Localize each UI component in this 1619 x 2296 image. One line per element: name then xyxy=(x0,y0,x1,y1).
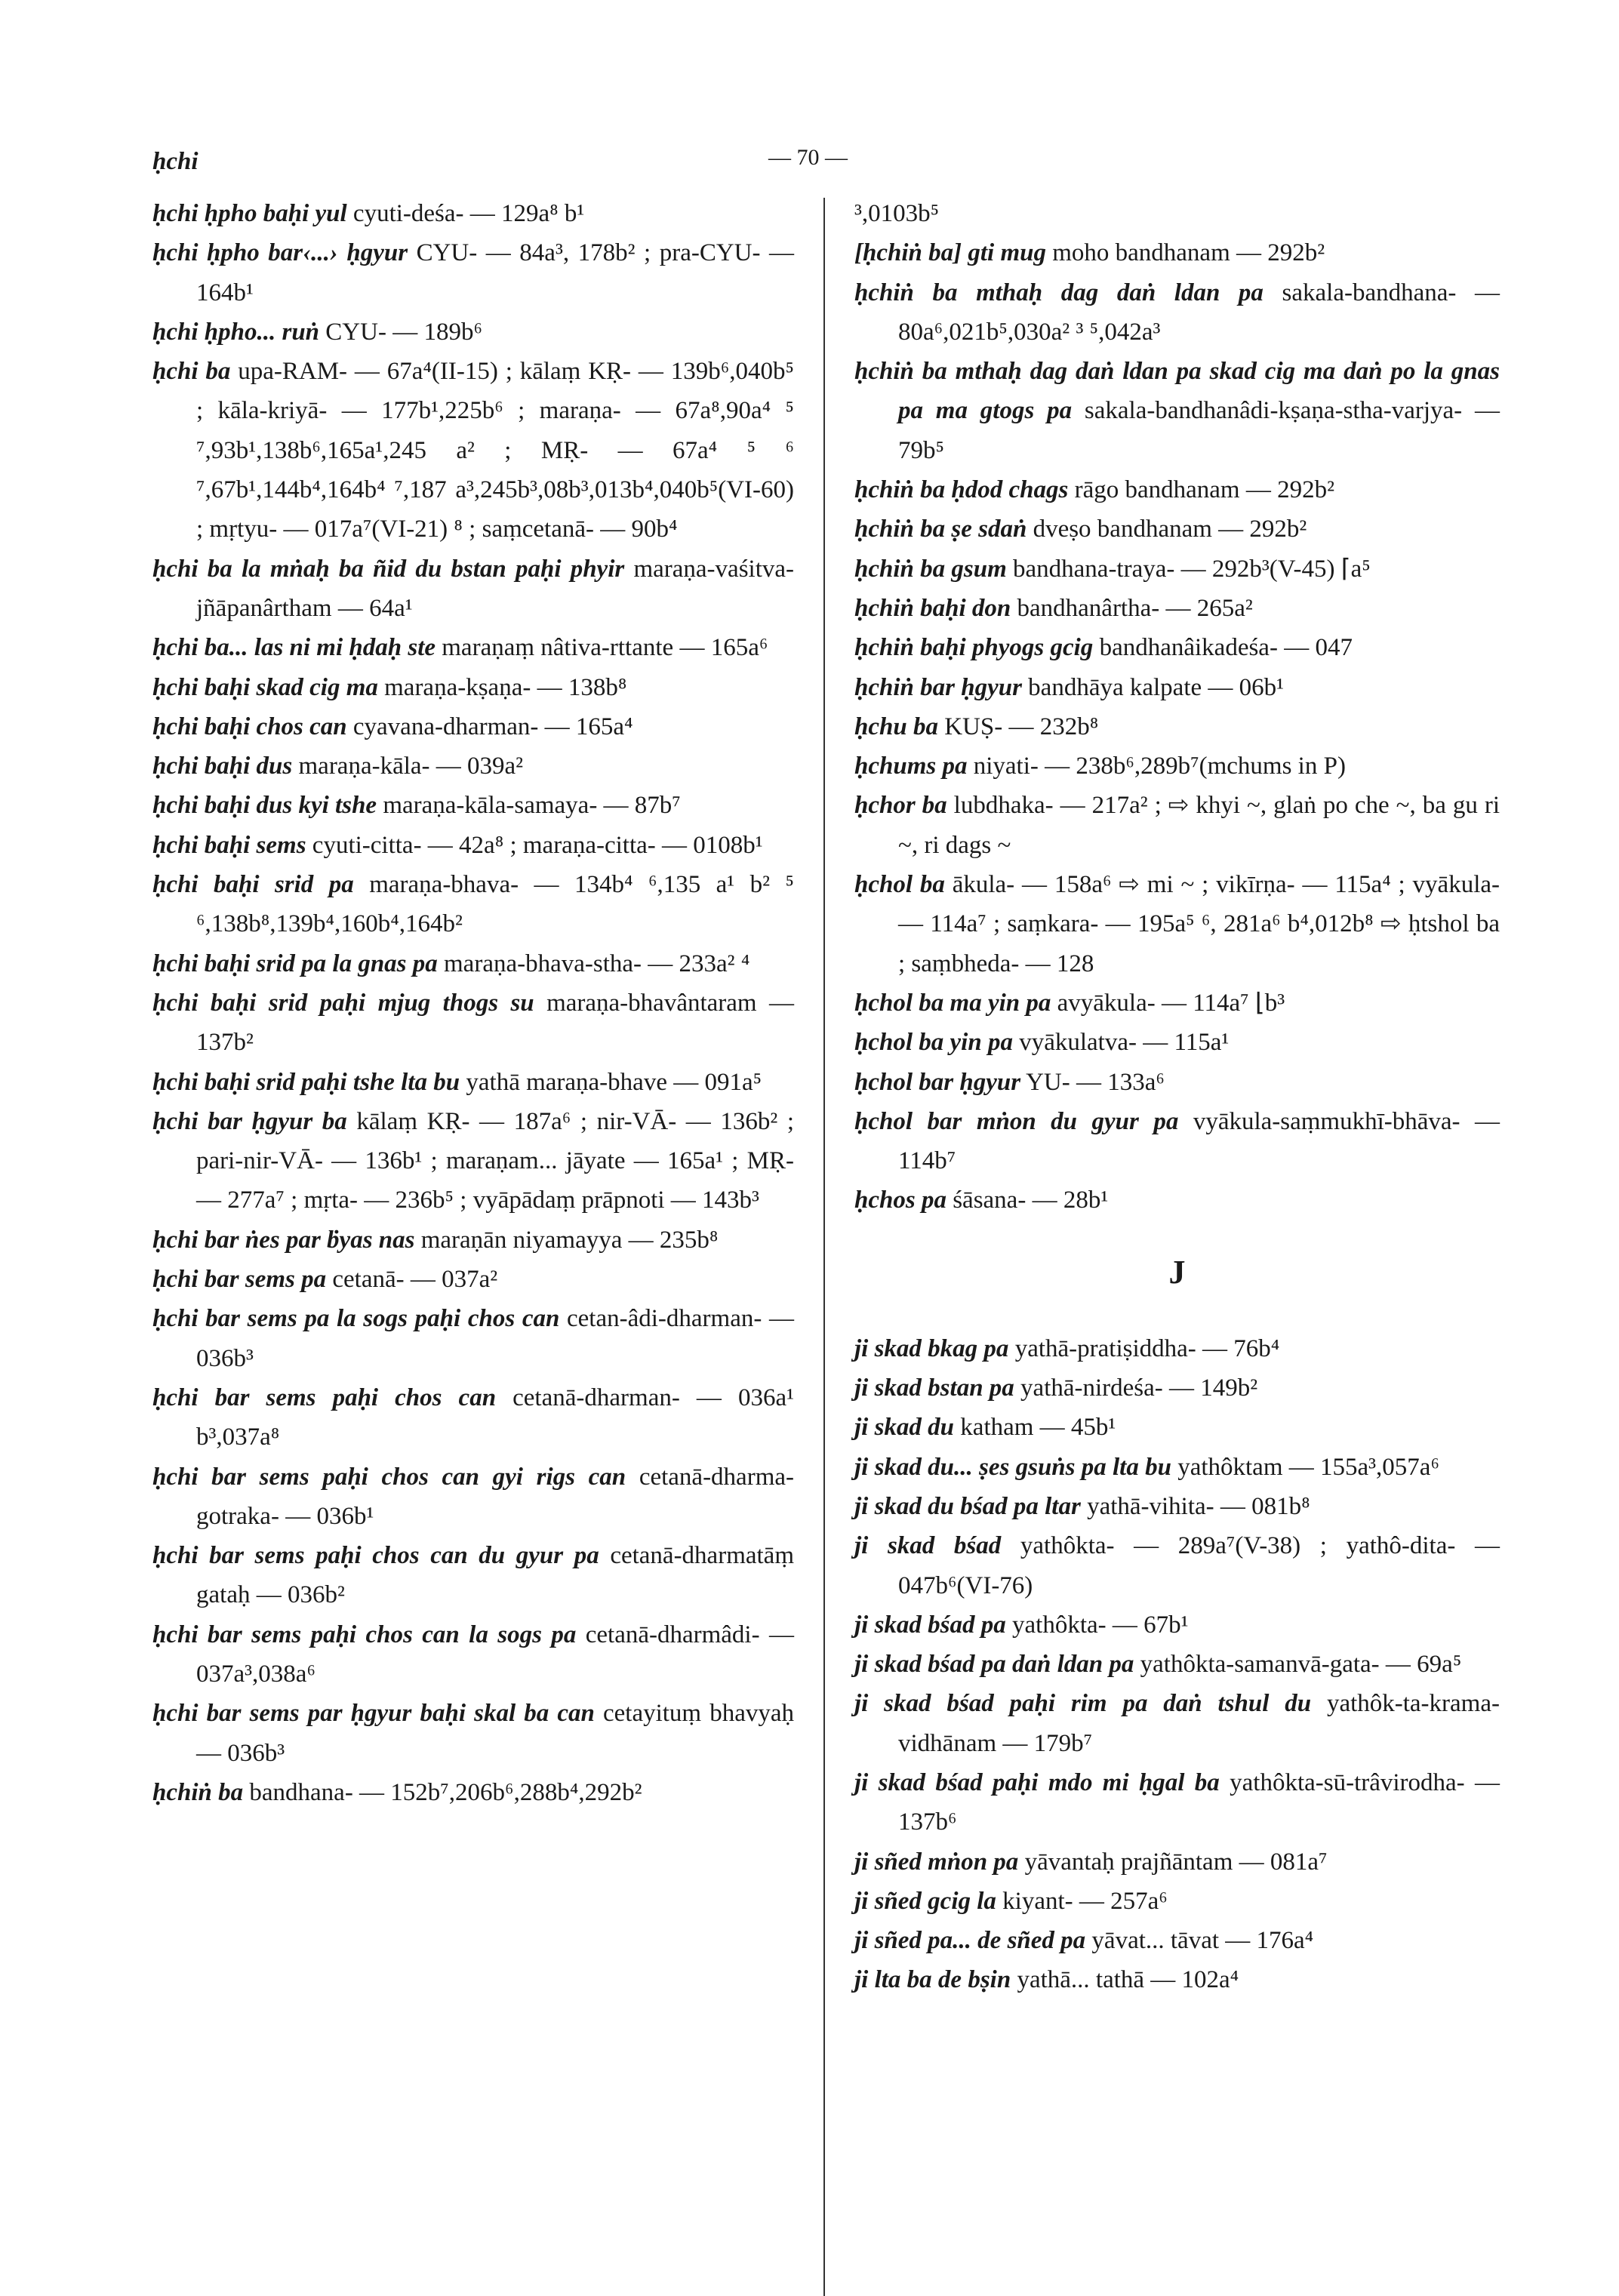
entry-headword: ḥchu ba xyxy=(854,712,938,740)
dictionary-entry xyxy=(152,549,794,629)
entry-headword: ji skad du bśad pa ltar xyxy=(854,1492,1081,1520)
entry-headword: ḥchiṅ ba xyxy=(152,1778,244,1806)
entry-headword: ḥchol ba ma yin pa xyxy=(854,989,1051,1017)
entry-definition: lubdhaka- — 217a² ; ⇨ khyi ~, glaṅ po che ~, ba gu ri ~, ri dags ~ xyxy=(898,792,1500,859)
dictionary-entry xyxy=(152,707,794,746)
entry-definition: bandhāya kalpate — 06b¹ xyxy=(1028,673,1285,701)
dictionary-entry xyxy=(854,1408,1500,1447)
entry-headword: ḥchi bar sems paḥi chos can la sogs pa xyxy=(152,1620,577,1648)
dictionary-entry xyxy=(854,1329,1500,1368)
entry-definition: maraṇa-bhavântaram — 137b² xyxy=(196,989,794,1057)
entry-definition: yathôkta-samanvā-gata- — 69a⁵ xyxy=(1140,1651,1462,1679)
dictionary-entry xyxy=(854,1645,1500,1684)
dictionary-entry xyxy=(854,1102,1500,1181)
dictionary-entry xyxy=(854,1960,1500,1999)
entry-definition: upa-RAM- — 67a⁴(II-15) ; kālaṃ KṚ- — 139b⁶,040b⁵ ; kāla-kriyā- — 177b¹,225b⁶ ; maraṇa- — 67a⁸,90a⁴ ⁵ ⁷,93b¹,138b⁶,165a¹,245 a² ; MṚ- — 67a⁴ ⁵ ⁶ ⁷,67b¹,144b⁴,164b⁴ ⁷,187 a³,245b³,08b³,013b⁴,040b⁵(VI-60) ; mṛtyu- — 017a⁷(VI-21) ⁸ ; saṃcetanā- — 90b⁴ xyxy=(196,358,794,543)
entry-headword: ḥchi baḥi srid paḥi tshe lta bu xyxy=(152,1068,460,1096)
dictionary-entry xyxy=(854,509,1500,549)
running-head: ḥchi xyxy=(152,148,199,175)
entry-headword: ḥchor ba xyxy=(854,792,947,820)
entry-definition: CYU- — 84a³, 178b² ; pra-CYU- — 164b¹ xyxy=(196,239,795,306)
entry-definition: yathā-vihita- — 081b⁸ xyxy=(1087,1492,1310,1520)
entry-headword: ḥchi baḥi srid paḥi mjug thogs su xyxy=(152,989,534,1017)
entry-headword: ḥchi bar ṅes par ḃyas nas xyxy=(152,1226,415,1254)
dictionary-entry xyxy=(152,668,794,707)
entry-headword: ḥchi bar ḥgyur ba xyxy=(152,1107,347,1135)
entry-definition: yathôkta- — 289a⁷(V-38) ; yathô-dita- — 047b⁶(VI-76) xyxy=(898,1532,1500,1599)
right-column xyxy=(854,194,1500,2000)
entry-headword: ḥchiṅ baḥi phyogs gcig xyxy=(854,634,1094,662)
entry-definition: yathôktam — 155a³,057a⁶ xyxy=(1177,1453,1439,1481)
entry-definition: cetanā- — 037a² xyxy=(332,1266,498,1294)
entry-definition: bandhana-traya- — 292b³(V-45) ⌈a⁵ xyxy=(1013,555,1371,583)
entry-definition: maraṇa-bhava- — 134b⁴ ⁶,135 a¹ b² ⁵ ⁶,138b⁸,139b⁴,160b⁴,164b² xyxy=(196,871,794,938)
entry-definition: yathā maraṇa-bhave — 091a⁵ xyxy=(466,1068,762,1096)
section-letter: J xyxy=(1168,1253,1186,1291)
entry-headword: ḥchos pa xyxy=(854,1186,946,1214)
dictionary-entry xyxy=(152,1220,794,1260)
dictionary-entry xyxy=(854,983,1500,1023)
entry-definition: avyākula- — 114a⁷ ⌊b³ xyxy=(1057,989,1285,1017)
dictionary-entry xyxy=(854,1605,1500,1645)
dictionary-entry xyxy=(854,273,1500,352)
dictionary-entry xyxy=(854,1526,1500,1605)
entry-definition: ākula- — 158a⁶ ⇨ mi ~ ; vikīrṇa- — 115a⁴ ; vyākula- — 114a⁷ ; saṃkara- — 195a⁵ ⁶, 281a⁶ b⁴,012b⁸ ⇨ ḥtshol ba ; saṃbheda- — 128 xyxy=(898,871,1500,977)
entry-headword: ḥchol ba xyxy=(854,871,945,899)
dictionary-entry xyxy=(854,668,1500,707)
entry-headword: ji skad bśad xyxy=(854,1532,1002,1560)
entry-definition: bandhanârtha- — 265a² xyxy=(1017,594,1253,622)
dictionary-entry xyxy=(152,194,794,233)
entry-definition: maraṇa-kāla- — 039a² xyxy=(298,753,524,780)
entry-headword: ḥchi ba... las ni mi ḥdaḥ ste xyxy=(152,634,436,662)
entry-definition: cetan-âdi-dharman- — 036b³ xyxy=(196,1305,794,1372)
entry-headword: ḥchol ba yin pa xyxy=(854,1029,1013,1057)
entry-definition: cetanā-dharman- — 036a¹ b³,037a⁸ xyxy=(196,1383,795,1451)
entry-definition: sakala-bandhana- — 80a⁶,021b⁵,030a² ³ ⁵,042a³ xyxy=(898,279,1500,346)
entry-headword: ḥchi baḥi srid pa la gnas pa xyxy=(152,949,438,977)
entry-definition: ³,0103b⁵ xyxy=(854,200,940,227)
dictionary-entry xyxy=(152,1773,794,1812)
entry-definition: yathā-nirdeśa- — 149b² xyxy=(1020,1374,1258,1402)
entry-definition: śāsana- — 28b¹ xyxy=(953,1186,1109,1214)
dictionary-entry xyxy=(854,549,1500,589)
entry-headword: ḥchi baḥi sems xyxy=(152,831,306,859)
entry-headword: ḥchi baḥi dus xyxy=(152,753,293,780)
entry-definition: kiyant- — 257a⁶ xyxy=(1002,1887,1168,1915)
dictionary-entry xyxy=(152,1260,794,1299)
entry-definition: niyati- — 238b⁶,289b⁷(mchums in P) xyxy=(973,753,1346,780)
dictionary-entry xyxy=(854,352,1500,470)
dictionary-entry xyxy=(854,786,1500,865)
entry-definition: vyākulatva- — 115a¹ xyxy=(1019,1029,1230,1057)
entry-definition: yathôk-ta-krama-vidhānam — 179b⁷ xyxy=(898,1690,1500,1757)
entry-definition: katham — 45b¹ xyxy=(960,1414,1116,1442)
dictionary-entry xyxy=(854,1448,1500,1487)
entry-definition: yathôkta- — 67b¹ xyxy=(1012,1611,1189,1639)
entry-headword: ḥchiṅ ba ḥdod chags xyxy=(854,476,1069,504)
dictionary-entry xyxy=(854,865,1500,983)
entry-headword: ḥchi ḥpho baḥi yul xyxy=(152,200,347,227)
entry-definition: kālaṃ KṚ- — 187a⁶ ; nir-VĀ- — 136b² ; pari-nir-VĀ- — 136b¹ ; maraṇam... jāyate — 165a¹ ; MṚ- — 277a⁷ ; mṛta- — 236b⁵ ; vyāpādaṃ prāpnoti — 143b³ xyxy=(196,1107,795,1214)
dictionary-entry xyxy=(854,1684,1500,1763)
entry-headword: ji skad du xyxy=(854,1414,955,1442)
entry-headword: ḥchol bar mṅon du gyur pa xyxy=(854,1107,1179,1135)
entry-definition: dveṣo bandhanam — 292b² xyxy=(1033,516,1307,543)
entry-headword: ḥchi ḥpho... ruṅ xyxy=(152,318,320,346)
dictionary-entry xyxy=(152,312,794,352)
dictionary-entry xyxy=(854,233,1500,272)
entry-definition: cyavana-dharman- — 165a⁴ xyxy=(352,712,633,740)
entry-definition: yāvantaḥ prajñāntam — 081a⁷ xyxy=(1024,1848,1328,1876)
entry-headword: ji skad du... ṣes gsuṅs pa lta bu xyxy=(854,1453,1171,1481)
dictionary-entry xyxy=(152,1457,794,1537)
dictionary-entry xyxy=(152,983,794,1063)
entry-definition: maraṇaṃ nâtiva-rttante — 165a⁶ xyxy=(442,634,768,662)
dictionary-entry xyxy=(152,628,794,667)
dictionary-entry xyxy=(854,589,1500,628)
dictionary-entry xyxy=(854,1842,1500,1882)
dictionary-entry xyxy=(854,1180,1500,1220)
dictionary-entry xyxy=(854,470,1500,509)
dictionary-entry xyxy=(152,1102,794,1220)
entry-definition: yathā... tathā — 102a⁴ xyxy=(1017,1966,1239,1994)
column-divider xyxy=(823,198,825,2296)
entry-definition: maraṇa-kṣaṇa- — 138b⁸ xyxy=(384,673,627,701)
entry-definition: rāgo bandhanam — 292b² xyxy=(1074,476,1334,504)
entry-definition: cetayituṃ bhavyaḥ — 036b³ xyxy=(196,1700,795,1767)
dictionary-entry xyxy=(854,1763,1500,1842)
entry-headword: ji lta ba de bṣin xyxy=(854,1966,1011,1994)
entry-headword: ḥchi ba xyxy=(152,358,231,386)
entry-headword: ji sñed mṅon pa xyxy=(854,1848,1019,1876)
entry-headword: ḥchi bar sems paḥi chos can du gyur pa xyxy=(152,1542,599,1570)
entry-headword: ji sñed pa... de sñed pa xyxy=(854,1927,1086,1955)
dictionary-entry xyxy=(854,1023,1500,1062)
entry-definition: yathā-pratiṣiddha- — 76b⁴ xyxy=(1014,1334,1280,1362)
dictionary-entry xyxy=(152,826,794,865)
entry-headword: ḥchi baḥi skad cig ma xyxy=(152,673,378,701)
entry-definition: bandhanâikadeśa- — 047 xyxy=(1099,634,1353,662)
dictionary-entry xyxy=(152,786,794,825)
page-number: — 70 — xyxy=(768,145,848,170)
entry-headword: ḥchi bar sems paḥi chos can gyi rigs can xyxy=(152,1463,626,1491)
dictionary-entry xyxy=(854,628,1500,667)
entry-headword: ji skad bstan pa xyxy=(854,1374,1014,1402)
dictionary-entry xyxy=(854,1368,1500,1408)
entry-definition: cetanā-dharmatāṃ gataḥ — 036b² xyxy=(196,1542,794,1609)
entry-definition: bandhana- — 152b⁷,206b⁶,288b⁴,292b² xyxy=(249,1778,642,1806)
dictionary-entry xyxy=(854,1921,1500,1960)
entry-definition: maraṇān niyamayya — 235b⁸ xyxy=(420,1226,719,1254)
dictionary-entry xyxy=(854,194,1500,233)
entry-headword: ḥchiṅ ba ṣe sdaṅ xyxy=(854,516,1027,543)
entry-headword: [ḥchiṅ ba] gti mug xyxy=(854,239,1046,267)
right-column-entries xyxy=(854,194,1500,1220)
dictionary-entry xyxy=(152,233,794,312)
dictionary-entry xyxy=(854,1882,1500,1921)
entry-headword: ḥchi bar sems par ḥgyur baḥi skal ba can xyxy=(152,1700,595,1728)
entry-definition: yathôkta-sū-trâvirodha- — 137b⁶ xyxy=(898,1768,1500,1836)
entry-headword: ḥchi bar sems paḥi chos can xyxy=(152,1383,497,1411)
entry-definition: cetanā-dharmâdi- — 037a³,038a⁶ xyxy=(196,1620,794,1688)
entry-headword: ḥchi baḥi srid pa xyxy=(152,871,354,899)
entry-definition: KUṢ- — 232b⁸ xyxy=(944,712,1099,740)
j-section-entries xyxy=(854,1329,1500,2000)
entry-definition: moho bandhanam — 292b² xyxy=(1052,239,1325,267)
entry-headword: ḥchi bar sems pa xyxy=(152,1266,327,1294)
dictionary-entry xyxy=(854,1487,1500,1526)
dictionary-entry xyxy=(152,1299,794,1378)
entry-definition: yāvat... tāvat — 176a⁴ xyxy=(1091,1927,1314,1955)
entry-headword: ḥchiṅ ba gsum xyxy=(854,555,1007,583)
entry-headword: ḥchi ba la mṅaḥ ba ñid du bstan paḥi phyir xyxy=(152,555,625,583)
dictionary-entry xyxy=(854,1063,1500,1102)
entry-definition: cetanā-dharma-gotraka- — 036b¹ xyxy=(196,1463,794,1530)
entry-headword: ji sñed gcig la xyxy=(854,1887,996,1915)
entry-headword: ḥchiṅ ba mthaḥ dag daṅ ldan pa xyxy=(854,279,1263,306)
entry-headword: ḥchi bar sems pa la sogs paḥi chos can xyxy=(152,1305,560,1333)
entry-headword: ḥchiṅ ba mthaḥ dag daṅ ldan pa skad cig ma daṅ po la gnas pa ma gtogs pa xyxy=(854,358,1500,425)
dictionary-entry xyxy=(152,865,794,944)
entry-definition: maraṇa-kāla-samaya- — 87b⁷ xyxy=(383,792,681,820)
dictionary-entry xyxy=(152,746,794,786)
entry-definition: CYU- — 189b⁶ xyxy=(325,318,482,346)
entry-definition: cyuti-deśa- — 129a⁸ b¹ xyxy=(352,200,585,227)
entry-headword: ji skad bśad pa daṅ ldan pa xyxy=(854,1651,1134,1679)
entry-headword: ḥchums pa xyxy=(854,753,968,780)
dictionary-entry xyxy=(854,746,1500,786)
entry-definition: sakala-bandhanâdi-kṣaṇa-stha-varjya- — 79b⁵ xyxy=(898,397,1500,464)
entry-definition: YU- — 133a⁶ xyxy=(1026,1068,1165,1096)
dictionary-entry xyxy=(152,352,794,549)
entry-headword: ḥchi baḥi chos can xyxy=(152,712,347,740)
dictionary-entry xyxy=(152,1615,794,1694)
entry-headword: ji skad bkag pa xyxy=(854,1334,1009,1362)
entry-definition: maraṇa-vaśitva-jñāpanârtham — 64a¹ xyxy=(196,555,795,622)
entry-headword: ji skad bśad paḥi rim pa daṅ tshul du xyxy=(854,1690,1312,1718)
dictionary-entry xyxy=(152,1536,794,1615)
entry-definition: cyuti-citta- — 42a⁸ ; maraṇa-citta- — 0108b¹ xyxy=(312,831,763,859)
entry-headword: ḥchiṅ bar ḥgyur xyxy=(854,673,1022,701)
entry-headword: ji skad bśad pa xyxy=(854,1611,1006,1639)
entry-headword: ḥchi baḥi dus kyi tshe xyxy=(152,792,377,820)
dictionary-entry xyxy=(152,944,794,983)
entry-headword: ḥchol bar ḥgyur xyxy=(854,1068,1021,1096)
dictionary-entry xyxy=(152,1378,794,1457)
entry-headword: ḥchi ḥpho bar‹...› ḥgyur xyxy=(152,239,408,267)
entry-definition: maraṇa-bhava-stha- — 233a² ⁴ xyxy=(444,949,750,977)
entry-headword: ḥchiṅ baḥi don xyxy=(854,594,1011,622)
entry-definition: vyākula-saṃmukhī-bhāva- — 114b⁷ xyxy=(898,1107,1500,1175)
left-column xyxy=(152,194,794,1812)
dictionary-entry xyxy=(854,707,1500,746)
dictionary-entry xyxy=(152,1694,794,1773)
entry-headword: ji skad bśad paḥi mdo mi ḥgal ba xyxy=(854,1768,1220,1796)
dictionary-entry xyxy=(152,1063,794,1102)
